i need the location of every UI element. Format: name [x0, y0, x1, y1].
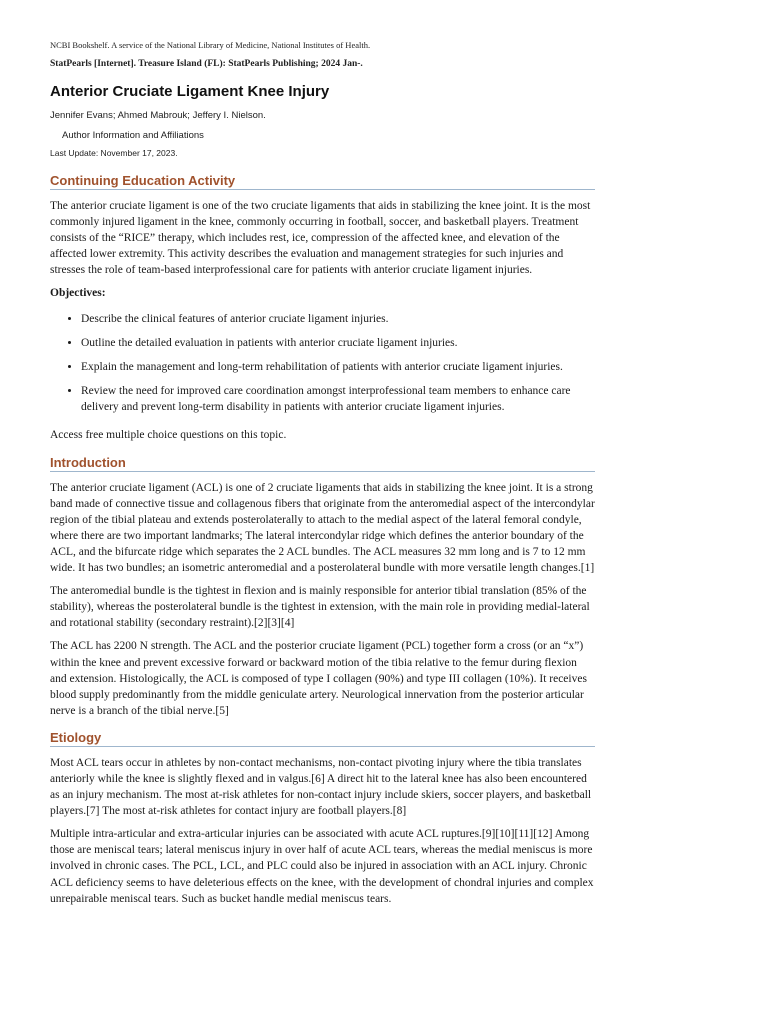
author-affiliations-link[interactable]: Author Information and Affiliations — [62, 130, 204, 141]
continuing-education-heading: Continuing Education Activity — [50, 173, 595, 190]
etiology-heading: Etiology — [50, 730, 595, 747]
introduction-paragraph: The anterior cruciate ligament (ACL) is one of 2 cruciate ligaments that aids in stabilizing the knee joint. It is a strong band made of connective tissue and collagenous fibers that originate from the anteromedial aspect of the intercondylar region of the tibial plateau and extends posterolaterally to attach to the medial aspect of the lateral femoral condyle, where there are two important landmarks; The lateral intercondylar ridge which defines the anterior boundary of the ACL, and the bifurcate ridge which separates the 2 ACL bundles. The ACL measures 32 mm long and is 7 to 12 mm wide. It has two bundles; an isometric anteromedial and a posterolateral bundle with more versatile length changes.[1] — [50, 481, 595, 575]
objective-item: • Explain the management and long-term rehabilitation of patients with anterior cruciate ligament injuries. — [81, 359, 595, 375]
authors: Jennifer Evans; Ahmed Mabrouk; Jeffery I. Nielson. — [50, 110, 266, 121]
continuing-education-section — [50, 173, 595, 444]
etiology-paragraph: Multiple intra-articular and extra-articular injuries can be associated with acute ACL ruptures.[9][10][11][12] Among those are meniscal tears; lateral meniscus injury in over half of acute ACL tears, whereas the medial meniscus is more involved in chronic cases. The PCL, LCL, and PLC could also be injured in association with an ACL injury. Chronic ACL deficiency seems to have deleterious effects on the knee, with the development of chondral injuries and complex unrepairable meniscal tears. Such as bucket handle medial meniscus tears. — [50, 828, 594, 905]
introduction-paragraph: The anteromedial bundle is the tightest in flexion and is mainly responsible for anterior tibial translation (85% of the stability), whereas the posterolateral bundle is the tightest in extension, with the main role in providing medial-lateral and rotational stability (secondary restraint).[2][3][4] — [50, 585, 590, 630]
objectives-list — [50, 311, 595, 415]
document-page — [50, 40, 595, 914]
citation: StatPearls [Internet]. Treasure Island (FL): StatPearls Publishing; 2024 Jan-. — [50, 59, 363, 69]
last-update: Last Update: November 17, 2023. — [50, 148, 178, 158]
objective-item: • Describe the clinical features of anterior cruciate ligament injuries. — [81, 311, 595, 327]
objective-item: • Review the need for improved care coordination amongst interprofessional team members to enhance care delivery and prevent long-term disability in patients with anterior cruciate ligament injuries. — [81, 383, 595, 415]
etiology-section — [50, 730, 595, 907]
continuing-education-paragraph: The anterior cruciate ligament is one of the two cruciate ligaments that aids in stabilizing the knee joint. It is the most commonly injured ligament in the knee, commonly occurring in football, soccer, and basketball players. Treatment consists of the “RICE” therapy, which includes rest, ice, compression of the affected knee, and elevation of the affected lower extremity. This activity describes the evaluation and management strategies for such injuries and stresses the role of team-based interprofessional care for patients with anterior cruciate ligament injuries. — [50, 200, 591, 277]
etiology-paragraph: Most ACL tears occur in athletes by non-contact mechanisms, non-contact pivoting injury where the tibia translates anteriorly while the knee is slightly flexed and in valgus.[6] A direct hit to the lateral knee has also been encountered as an injury mechanism. The most at-risk athletes for non-contact injury include skiers, soccer players, and basketball players.[7] The most at-risk athletes for contact injury are football players.[8] — [50, 756, 592, 818]
access-questions-link[interactable]: Access free multiple choice questions on this topic. — [50, 429, 287, 442]
bookshelf-notice: NCBI Bookshelf. A service of the National Library of Medicine, National Institutes of Health. — [50, 40, 371, 50]
introduction-section — [50, 455, 595, 719]
introduction-paragraph: The ACL has 2200 N strength. The ACL and the posterior cruciate ligament (PCL) together form a cross (or an “x”) within the knee and prevent excessive forward or backward motion of the tibia relative to the femur during flexion and extension. Histologically, the ACL is composed of type I collagen (90%) and type III collagen (10%). It receives blood supply predominantly from the middle geniculate artery. Neurological innervation from the posterior articular nerve is a branch of the tibial nerve.[5] — [50, 640, 587, 717]
introduction-heading: Introduction — [50, 455, 595, 472]
article-title: Anterior Cruciate Ligament Knee Injury — [50, 83, 330, 100]
objectives-label: Objectives: — [50, 287, 106, 300]
objective-item: • Outline the detailed evaluation in patients with anterior cruciate ligament injuries. — [81, 335, 595, 351]
